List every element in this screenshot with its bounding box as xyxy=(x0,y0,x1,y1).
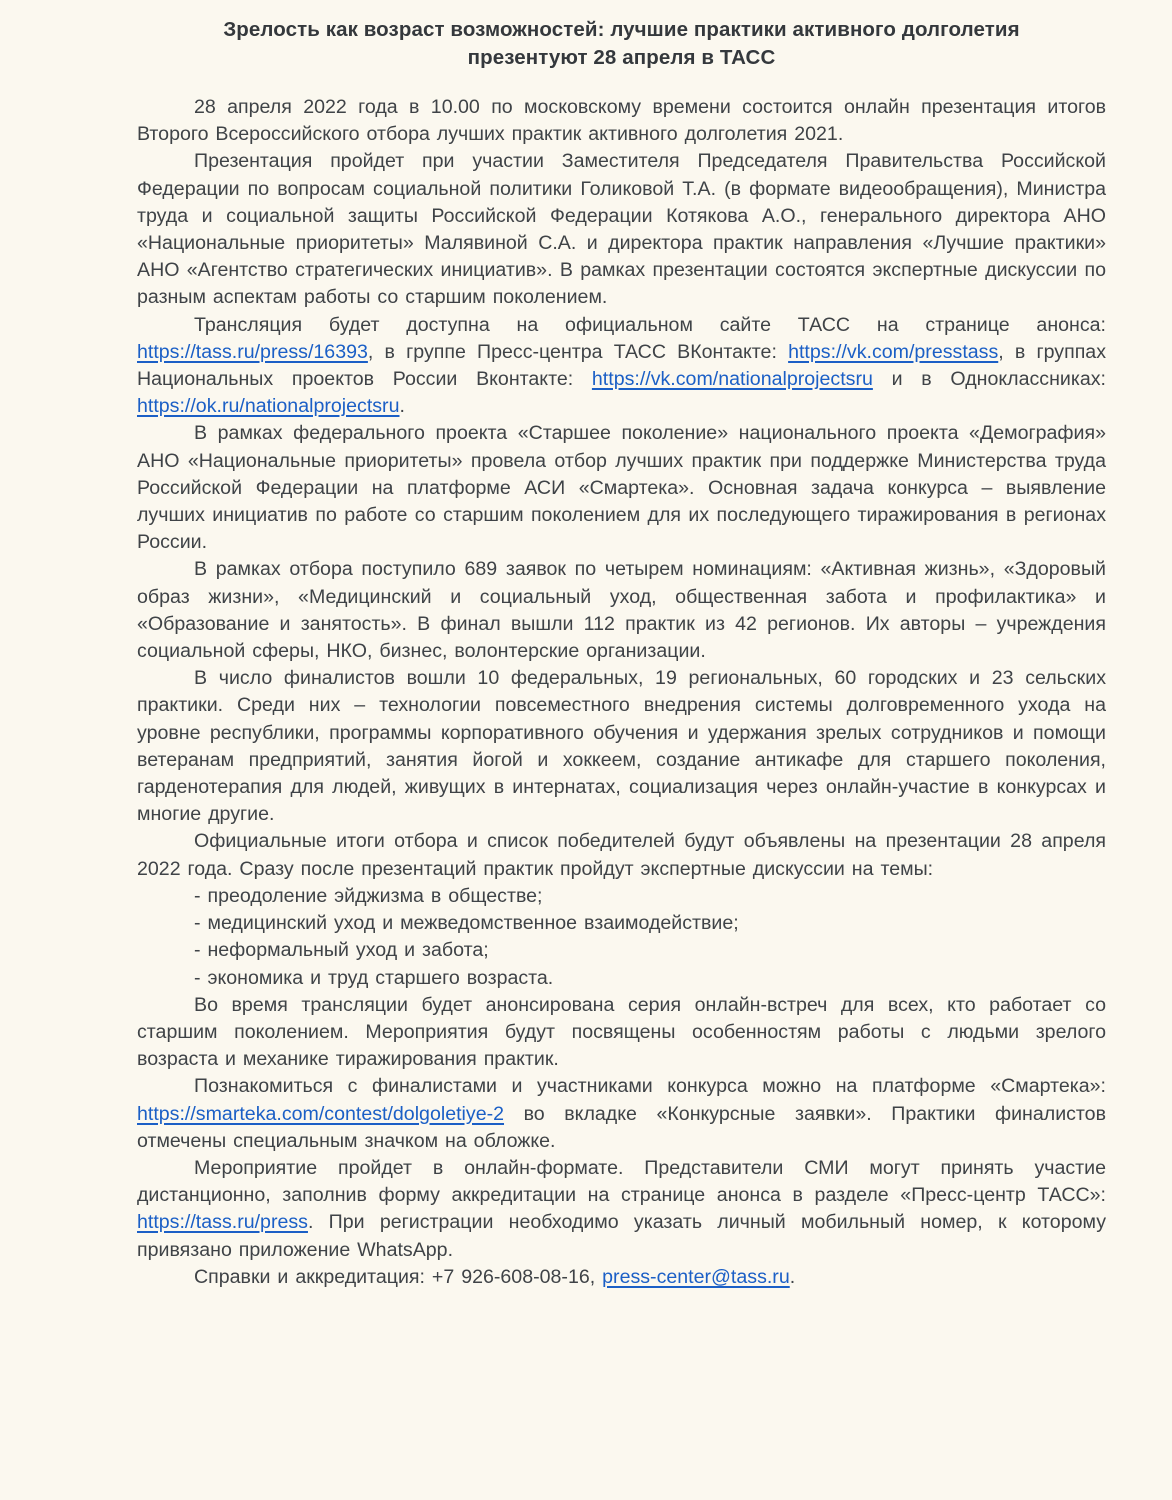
document-content xyxy=(137,16,1106,1291)
text-run: В число финалистов вошли 10 федеральных, 19 региональных, 60 городских и 23 сельских практики. Среди них – технологии повсеместного внедрения системы долговременного ухода на уровне республики, программы корпоративного обучения и удержания зрелых сотрудников и помощи ветеранам предприятий, занятия йогой и хоккеем, создание антикафе для старшего поколения, гарденотерапия для людей, живущих в интернатах, социализация через онлайн-участие в конкурсах и многие другие. xyxy=(137,667,1106,826)
document-title-line-1: Зрелость как возраст возможностей: лучшие практики активного долголетия xyxy=(223,18,1020,41)
text-run: . xyxy=(399,395,405,418)
list-item-informal-care xyxy=(137,937,1106,964)
list-item-economy xyxy=(137,965,1106,992)
paragraph-intro xyxy=(137,94,1106,148)
text-run: Трансляция будет доступна на официальном сайте ТАСС на странице анонса: xyxy=(194,313,1106,336)
text-run: - неформальный уход и забота; xyxy=(194,939,489,962)
hyperlink[interactable]: press-center@tass.ru xyxy=(602,1265,790,1288)
text-run: , в группе Пресс-центра ТАСС ВКонтакте: xyxy=(367,340,789,363)
paragraph-accreditation xyxy=(137,1155,1106,1264)
hyperlink[interactable]: https://vk.com/nationalprojectsru xyxy=(591,368,873,391)
paragraph-contacts xyxy=(137,1264,1106,1291)
text-run: , в группах Национальных проектов России Вконтакте: xyxy=(137,340,1107,391)
paragraph-federal-project xyxy=(137,420,1106,556)
text-run: Официальные итоги отбора и список победителей будут объявлены на презентации 28 апреля 2022 года. Сразу после презентаций практик пройдут экспертные дискуссии на темы: xyxy=(137,830,1106,880)
text-run: во вкладке «Конкурсные заявки». Практики финалистов отмечены специальным значком на обложке. xyxy=(137,1102,1106,1152)
text-run: Познакомиться с финалистами и участниками конкурса можно на платформе «Смартека»: xyxy=(194,1075,1106,1098)
text-run: В рамках федерального проекта «Старшее поколение» национального проекта «Демография» АНО «Национальные приоритеты» провела отбор лучших практик при поддержке Министерства труда Российской Федерации на платформе АСИ «Смартека». Основная задача конкурса – выявление лучших инициатив по работе со старшим поколением для их последующего тиражирования в регионах России. xyxy=(137,422,1106,554)
hyperlink[interactable]: https://tass.ru/press xyxy=(137,1211,308,1234)
hyperlink[interactable]: https://vk.com/presstass xyxy=(788,340,999,363)
text-run: Во время трансляции будет анонсирована серия онлайн-встреч для всех, кто работает со старшим поколением. Мероприятия будут посвящены особенностям работы с людьми зрелого возраста и механике тиражирования практик. xyxy=(137,993,1106,1071)
paragraph-smarteka xyxy=(137,1073,1106,1155)
paragraph-results-announcement xyxy=(137,828,1106,882)
paragraph-participants xyxy=(137,148,1106,311)
text-run: - преодоление эйджизма в обществе; xyxy=(194,884,543,907)
paragraph-finalists xyxy=(137,665,1106,828)
text-run: и в Одноклассниках: xyxy=(872,368,1106,391)
hyperlink[interactable]: https://ok.ru/nationalprojectsru xyxy=(137,395,400,418)
paragraph-online-meetings xyxy=(137,992,1106,1074)
list-item-medical-care xyxy=(137,910,1106,937)
text-run: Справки и аккредитация: +7 926-608-08-16, xyxy=(194,1265,603,1288)
text-run: . При регистрации необходимо указать личный мобильный номер, к которому привязано приложение WhatsApp. xyxy=(137,1211,1106,1261)
text-run: - экономика и труд старшего возраста. xyxy=(194,966,554,989)
paragraph-nominations xyxy=(137,556,1106,665)
text-run: 28 апреля 2022 года в 10.00 по московскому времени состоится онлайн презентация итогов Второго Всероссийского отбора лучших практик активного долголетия 2021. xyxy=(137,96,1106,146)
document-title xyxy=(137,16,1106,72)
document-title-line-2: презентуют 28 апреля в ТАСС xyxy=(467,46,776,69)
text-run: Презентация пройдет при участии Заместителя Председателя Правительства Российской Федерации по вопросам социальной политики Голиковой Т.А. (в формате видеообращения), Министра труда и социальной защиты Российской Федерации Котякова А.О., генерального директора АНО «Национальные приоритеты» Малявиной С.А. и директора практик направления «Лучшие практики» АНО «Агентство стратегических инициатив». В рамках презентации состоятся экспертные дискуссии по разным аспектам работы со старшим поколением. xyxy=(137,150,1106,309)
document-body xyxy=(137,94,1106,1291)
hyperlink[interactable]: https://smarteka.com/contest/dolgoletiye-2 xyxy=(137,1102,505,1125)
hyperlink[interactable]: https://tass.ru/press/16393 xyxy=(137,340,368,363)
text-run: . xyxy=(789,1265,796,1288)
text-run: - медицинский уход и межведомственное взаимодействие; xyxy=(194,912,739,935)
paragraph-broadcast-links xyxy=(137,312,1106,421)
list-item-ageism xyxy=(137,883,1106,910)
text-run: В рамках отбора поступило 689 заявок по четырем номинациям: «Активная жизнь», «Здоровый образ жизни», «Медицинский и социальный уход, общественная забота и профилактика» и «Образование и занятость». В финал вышли 112 практик из 42 регионов. Их авторы – учреждения социальной сферы, НКО, бизнес, волонтерские организации. xyxy=(137,558,1106,663)
text-run: Мероприятие пройдет в онлайн-формате. Представители СМИ могут принять участие дистанционно, заполнив форму аккредитации на странице анонса в разделе «Пресс-центр ТАСС»: xyxy=(137,1156,1106,1207)
